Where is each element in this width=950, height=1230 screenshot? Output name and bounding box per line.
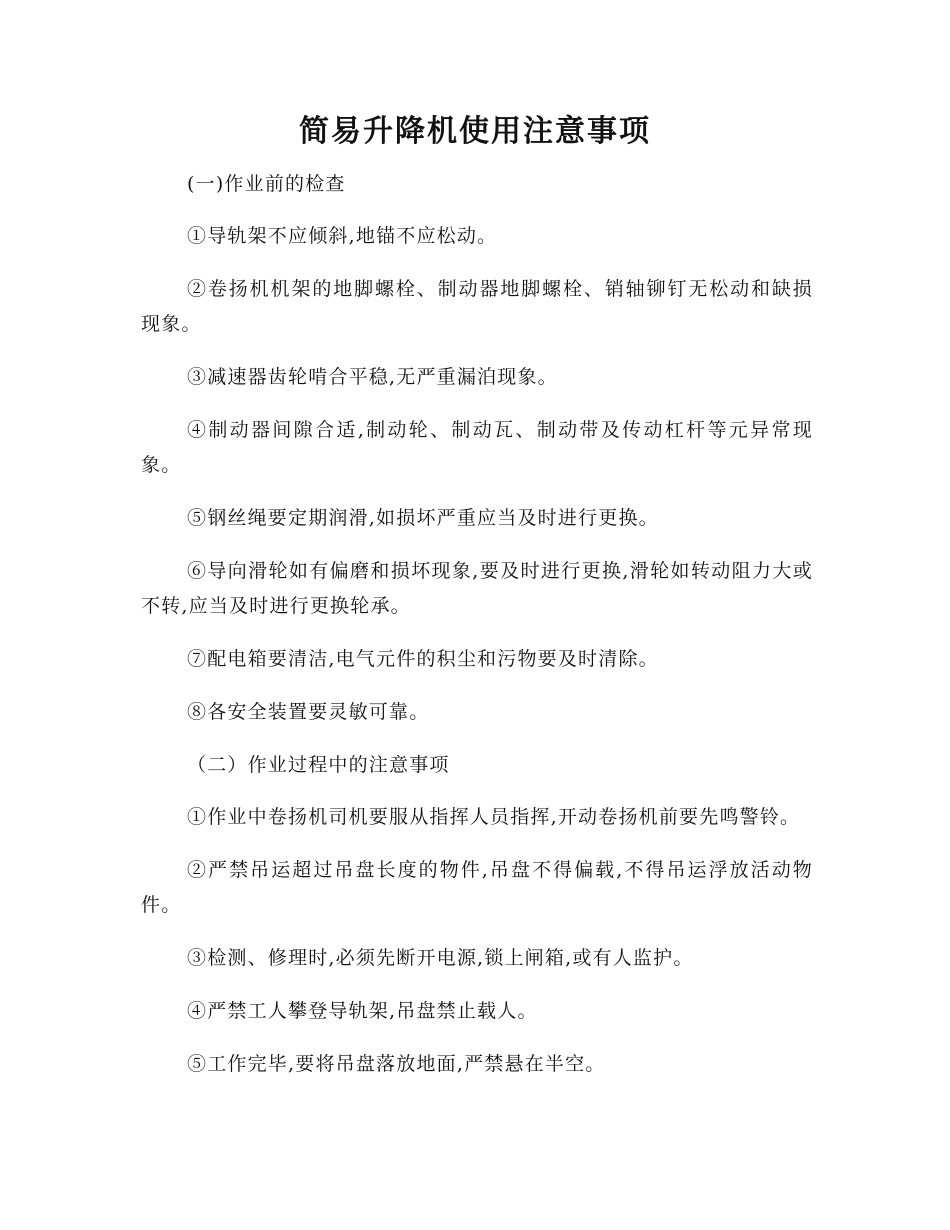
paragraph-item: ③减速器齿轮啃合平稳,无严重漏泊现象。 bbox=[187, 366, 558, 388]
paragraph-item: ⑤工作完毕,要将吊盘落放地面,严禁悬在半空。 bbox=[187, 1053, 606, 1075]
paragraph-item: ⑥导向滑轮如有偏磨和损坏现象,要及时进行更换,滑轮如转动阻力大或不转,应当及时进行更换轮承。 bbox=[141, 560, 813, 617]
paragraph-item: ②卷扬机机架的地脚螺栓、制动器地脚螺栓、销轴铆钉无松动和缺损现象。 bbox=[141, 278, 813, 335]
document-body bbox=[141, 167, 813, 1100]
paragraph-item: ①导轨架不应倾斜,地锚不应松动。 bbox=[187, 225, 498, 247]
section-heading-during-operation: （二）作业过程中的注意事项 bbox=[187, 754, 450, 776]
paragraph-item: ⑧各安全装置要灵敏可靠。 bbox=[187, 701, 430, 723]
paragraph-item: ①作业中卷扬机司机要服从指挥人员指挥,开动卷扬机前要先鸣警铃。 bbox=[187, 806, 801, 828]
paragraph-item: ④严禁工人攀登导轨架,吊盘禁止载人。 bbox=[187, 1000, 538, 1022]
paragraph-item: ④制动器间隙合适,制动轮、制动瓦、制动带及传动杠杆等元异常现象。 bbox=[141, 419, 813, 476]
paragraph-item: ③检测、修理时,必须先断开电源,锁上闸箱,或有人监护。 bbox=[187, 947, 694, 969]
paragraph-item: ⑦配电箱要清洁,电气元件的积尘和污物要及时清除。 bbox=[187, 648, 659, 670]
paragraph-item: ②严禁吊运超过吊盘长度的物件,吊盘不得偏载,不得吊运浮放活动物件。 bbox=[141, 859, 813, 916]
paragraph-item: ⑤钢丝绳要定期润滑,如损坏严重应当及时进行更换。 bbox=[187, 507, 659, 529]
document-title: 简易升降机使用注意事项 bbox=[299, 114, 651, 149]
section-heading-pre-work-inspection: (一)作业前的检查 bbox=[187, 173, 346, 195]
